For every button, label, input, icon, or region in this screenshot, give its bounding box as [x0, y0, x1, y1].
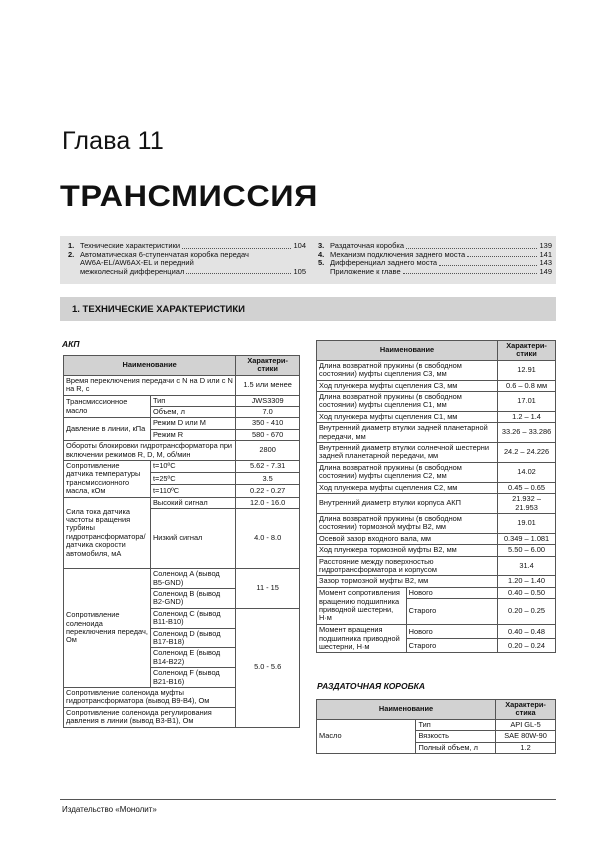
cell-name: Сила тока датчика частоты вращения турбины гидротрансформатора/ датчика скорости автомобиля, мА [64, 497, 151, 568]
publisher-footer: Издательство «Монолит» [62, 805, 157, 814]
cell-param: Высокий сигнал [150, 497, 235, 508]
table-row [64, 497, 300, 508]
toc-page: 141 [539, 249, 552, 259]
cell-name: Внутренний диаметр втулки задней планетарной передачи, мм [317, 423, 498, 443]
cell-name: Ход плунжера муфты сцепления C3, мм [317, 380, 498, 391]
toc-text: Дифференциал заднего моста [330, 258, 438, 268]
cell-value: 11 - 15 [236, 569, 300, 609]
toc-item[interactable] [68, 251, 306, 277]
cell-param: t=110ºC [150, 485, 235, 497]
chapter-heading: Глава 11 [62, 127, 165, 155]
cell-name: Расстояние между поверхностью гидротрансформатора и корпусом [317, 556, 498, 576]
cell-value: 12.91 [498, 360, 556, 380]
toc-num: 4. [318, 249, 325, 259]
cell-value: 2800 [236, 441, 300, 461]
cell-param: Соленоид C (вывод B11-B10) [150, 608, 235, 628]
table-row [64, 395, 300, 406]
cell-name: Внутренний диаметр втулки корпуса АКП [317, 494, 498, 514]
cell-name: Сопротивление соленоида муфты гидротрансформатора (вывод B9-B4), Ом [64, 687, 236, 707]
cell-value: 1.2 – 1.4 [498, 411, 556, 422]
toc-num: 5. [318, 258, 325, 268]
cell-param: Соленоид D (вывод B17-B18) [150, 628, 235, 648]
cell-value: 4.0 - 8.0 [236, 509, 300, 569]
toc-num: 2. [68, 249, 75, 259]
table-row [317, 494, 556, 514]
cell-name: Ход плунжера муфты сцепления C2, мм [317, 482, 498, 493]
cell-name: Трансмиссионное масло [64, 395, 151, 418]
table-row [64, 461, 300, 473]
cell-name: Давление в линии, кПа [64, 418, 151, 441]
col-header-name: Наименование [64, 356, 236, 376]
cell-value: 0.20 – 0.24 [498, 639, 556, 653]
cell-value: 1.2 [496, 742, 556, 753]
cell-param: Старого [406, 639, 497, 653]
col-header-name: Наименование [317, 700, 496, 720]
cell-name: Зазор тормозной муфты B2, мм [317, 576, 498, 587]
table-row [317, 587, 556, 598]
table-row [317, 719, 556, 730]
toc-text: Автоматическая 6-ступенчатая коробка передач [80, 249, 249, 259]
cell-name: Сопротивление соленоида регулирования давления в линии (вывод B3-B1), Ом [64, 707, 236, 727]
cell-value: 7.0 [236, 407, 300, 418]
toc-left-column [68, 242, 306, 276]
cell-value: 580 - 670 [236, 429, 300, 440]
cell-value: 5.0 - 5.6 [236, 608, 300, 727]
akp-label: АКП [62, 339, 80, 349]
cell-param: Соленоид A (вывод B5-GND) [150, 569, 235, 589]
cell-name: Осевой зазор входного вала, мм [317, 533, 498, 544]
cell-param: t=10ºC [150, 461, 235, 473]
footer-divider [60, 799, 556, 800]
col-header-name: Наименование [317, 341, 498, 361]
cell-param: Объем, л [150, 407, 235, 418]
cell-value: 0.40 – 0.48 [498, 625, 556, 639]
table-row [317, 392, 556, 412]
transfer-case-table [316, 699, 556, 754]
transfer-case-label: РАЗДАТОЧНАЯ КОРОБКА [317, 681, 425, 691]
cell-name: Сопротивление датчика температуры трансмиссионного масла, кОм [64, 461, 151, 498]
cell-value: 3.5 [236, 473, 300, 485]
table-header-row [317, 341, 556, 361]
table-row [317, 482, 556, 493]
cell-value: API GL-5 [496, 719, 556, 730]
cell-param: Тип [416, 719, 496, 730]
cell-param: Полный объем, л [416, 742, 496, 753]
toc-page: 149 [539, 266, 552, 276]
cell-param: Нового [406, 625, 497, 639]
cell-value: 0.22 - 0.27 [236, 485, 300, 497]
cell-value: SAE 80W-90 [496, 731, 556, 742]
cell-param: Режим D или M [150, 418, 235, 429]
toc-page: 105 [293, 266, 306, 276]
cell-value: JWS3309 [236, 395, 300, 406]
cell-name: Длина возвратной пружины (в свободном состоянии) муфты сцепления C1, мм [317, 392, 498, 412]
cell-name: Масло [317, 719, 416, 753]
cell-param: Соленоид B (вывод B2-GND) [150, 588, 235, 608]
cell-value: 0.45 – 0.65 [498, 482, 556, 493]
toc-page: 143 [539, 258, 552, 268]
toc-text: AW6A-EL/AW6AX-EL и передний [80, 258, 194, 268]
toc-num: 1. [68, 241, 75, 250]
table-row [317, 443, 556, 463]
toc-text: Приложение к главе [330, 266, 401, 276]
cell-name: Внутренний диаметр втулки солнечной шестерни задней планетарной передачи, мм [317, 443, 498, 463]
toc-text: межколесный дифференциал [80, 266, 185, 276]
cell-param: Режим R [150, 429, 235, 440]
cell-param: Нового [406, 587, 497, 598]
table-row [64, 375, 300, 395]
toc-item[interactable] [318, 268, 552, 277]
cell-name: Сопротивление соленоида переключения передач, Ом [64, 569, 151, 688]
cell-value: 24.2 – 24.226 [498, 443, 556, 463]
table-row [317, 380, 556, 391]
cell-name: Ход плунжера тормозной муфты B2, мм [317, 545, 498, 556]
cell-name: Длина возвратной пружины (в свободном состоянии) муфты сцепления C3, мм [317, 360, 498, 380]
cell-param: t=25ºC [150, 473, 235, 485]
table-row [317, 556, 556, 576]
cell-param: Вязкость [416, 731, 496, 742]
cell-name: Ход плунжера муфты сцепления C1, мм [317, 411, 498, 422]
cell-value: 21.932 – 21.953 [498, 494, 556, 514]
akp-spec-table [63, 355, 300, 728]
akp-spec-table-continued [316, 340, 556, 653]
cell-param: Старого [406, 599, 497, 625]
table-header-row [64, 356, 300, 376]
table-row [64, 569, 300, 589]
cell-value: 1.5 или менее [236, 375, 300, 395]
toc-right-column [318, 242, 552, 276]
toc-text: Технические характеристики [80, 241, 181, 250]
cell-value: 1.20 – 1.40 [498, 576, 556, 587]
cell-name: Время переключения передачи с N на D или с N на R, с [64, 375, 236, 395]
col-header-char: Характери-стика [496, 700, 556, 720]
toc-num: 3. [318, 241, 325, 250]
page-title: ТРАНСМИССИЯ [60, 180, 318, 213]
cell-value: 12.0 - 16.0 [236, 497, 300, 508]
table-row [317, 533, 556, 544]
table-row [317, 576, 556, 587]
table-row [64, 418, 300, 429]
cell-name: Длина возвратной пружины (в свободном состоянии) муфты сцепления C2, мм [317, 462, 498, 482]
cell-value: 14.02 [498, 462, 556, 482]
section-title: 1. ТЕХНИЧЕСКИЕ ХАРАКТЕРИСТИКИ [72, 304, 245, 315]
cell-param: Соленоид E (вывод B14-B22) [150, 648, 235, 668]
cell-name: Момент вращения подшипника приводной шестерни, Н·м [317, 625, 407, 653]
cell-value: 0.40 – 0.50 [498, 587, 556, 598]
cell-value: 31.4 [498, 556, 556, 576]
cell-value: 350 - 410 [236, 418, 300, 429]
cell-name: Длина возвратной пружины (в свободном состоянии) тормозной муфты B2, мм [317, 513, 498, 533]
table-of-contents [60, 236, 556, 284]
cell-value: 5.62 - 7.31 [236, 461, 300, 473]
cell-value: 5.50 – 6.00 [498, 545, 556, 556]
cell-value: 33.26 – 33.286 [498, 423, 556, 443]
cell-name: Момент сопротивления вращению подшипника приводной шестерни, Н·м [317, 587, 407, 624]
toc-page: 104 [293, 241, 306, 250]
table-row [317, 625, 556, 639]
cell-value: 0.20 – 0.25 [498, 599, 556, 625]
table-row [317, 360, 556, 380]
col-header-char: Характери-стики [236, 356, 300, 376]
cell-name: Обороты блокировки гидротрансформатора при включении режимов R, D, M, об/мин [64, 441, 236, 461]
cell-value: 17.01 [498, 392, 556, 412]
table-row [317, 462, 556, 482]
toc-page: 139 [539, 241, 552, 250]
cell-value: 0.6 – 0.8 мм [498, 380, 556, 391]
table-row [64, 441, 300, 461]
table-row [317, 513, 556, 533]
cell-value: 0.349 – 1.081 [498, 533, 556, 544]
table-row [317, 545, 556, 556]
table-row [317, 411, 556, 422]
cell-param: Тип [150, 395, 235, 406]
toc-text: Механизм подключения заднего моста [330, 249, 466, 259]
table-row [317, 423, 556, 443]
toc-text: Раздаточная коробка [330, 241, 405, 250]
cell-param: Соленоид F (вывод B21-B16) [150, 668, 235, 688]
cell-value: 19.01 [498, 513, 556, 533]
cell-param: Низкий сигнал [150, 509, 235, 569]
table-header-row [317, 700, 556, 720]
col-header-char: Характери-стики [498, 341, 556, 361]
